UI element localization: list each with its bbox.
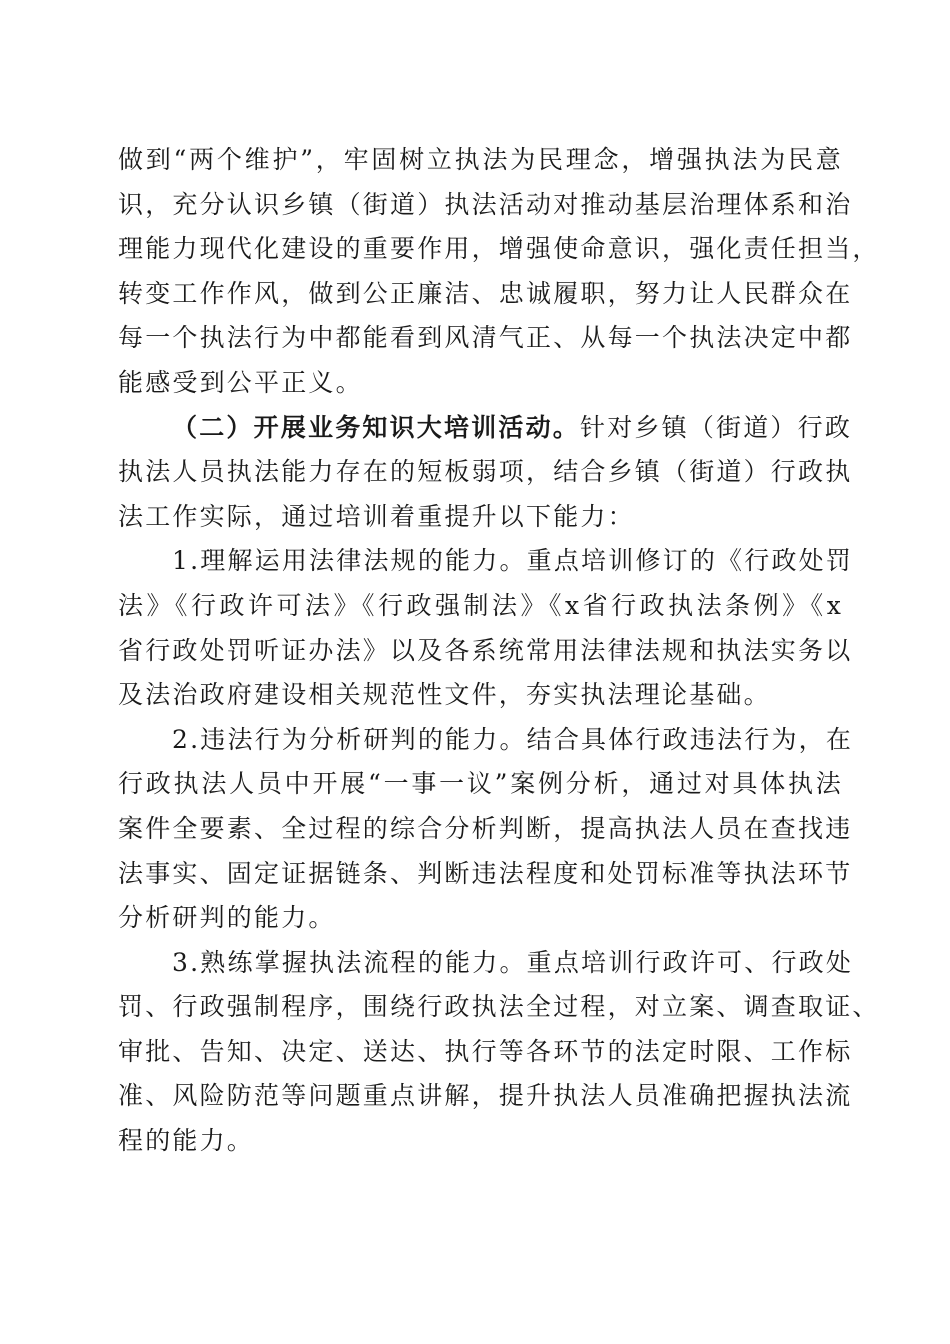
paragraph-1 [118, 138, 880, 406]
paragraph-5 [118, 941, 880, 1164]
text-line [118, 406, 853, 451]
section-heading: （二）开展业务知识大培训活动。 [172, 412, 581, 442]
text-line: 做到“两个维护”，牢固树立执法为民理念，增强执法为民意 [118, 145, 843, 174]
text-line: 执法人员执法能力存在的短板弱项，结合乡镇（街道）行政执 [118, 457, 853, 487]
text-line: 省行政处罚听证办法》以及各系统常用法律法规和执法实务以 [118, 635, 853, 665]
text-line: 法工作实际，通过培训着重提升以下能力： [118, 501, 635, 531]
text-line: 行政执法人员中开展“一事一议”案例分析，通过对具体执法 [118, 769, 843, 799]
text-line: 审批、告知、决定、送达、执行等各环节的法定时限、工作标 [118, 1036, 853, 1066]
text-line: 3.熟练掌握执法流程的能力。重点培训行政许可、行政处 [172, 947, 854, 977]
paragraph-3 [118, 539, 854, 717]
text-line: 程的能力。 [118, 1126, 255, 1156]
text-line: 分析研判的能力。 [118, 903, 336, 933]
text-line: 理能力现代化建设的重要作用，增强使命意识，强化责任担当， [118, 234, 880, 264]
text-line: 能感受到公平正义。 [118, 367, 363, 397]
text-line: 及法治政府建设相关规范性文件，夯实执法理论基础。 [118, 680, 771, 710]
text-line: 转变工作作风，做到公正廉洁、忠诚履职，努力让人民群众在 [118, 278, 853, 308]
text-run: 针对乡镇（街道）行政 [580, 412, 853, 442]
text-line: 罚、行政强制程序，围绕行政执法全过程，对立案、调查取证、 [118, 992, 880, 1022]
text-line: 准、风险防范等问题重点讲解，提升执法人员准确把握执法流 [118, 1081, 853, 1111]
text-line: 识，充分认识乡镇（街道）执法活动对推动基层治理体系和治 [118, 189, 853, 219]
text-line: 法》《行政许可法》《行政强制法》《x省行政执法条例》《x [118, 590, 843, 620]
paragraph-2 [118, 406, 853, 540]
text-line: 案件全要素、全过程的综合分析判断，提高执法人员在查找违 [118, 813, 853, 843]
paragraph-4 [118, 718, 854, 941]
document-body [118, 138, 880, 1164]
text-line: 2.违法行为分析研判的能力。结合具体行政违法行为，在 [172, 724, 854, 754]
text-line: 法事实、固定证据链条、判断违法程度和处罚标准等执法环节 [118, 858, 853, 888]
text-line: 1.理解运用法律法规的能力。重点培训修订的《行政处罚 [172, 546, 854, 576]
text-line: 每一个执法行为中都能看到风清气正、从每一个执法决定中都 [118, 323, 853, 353]
